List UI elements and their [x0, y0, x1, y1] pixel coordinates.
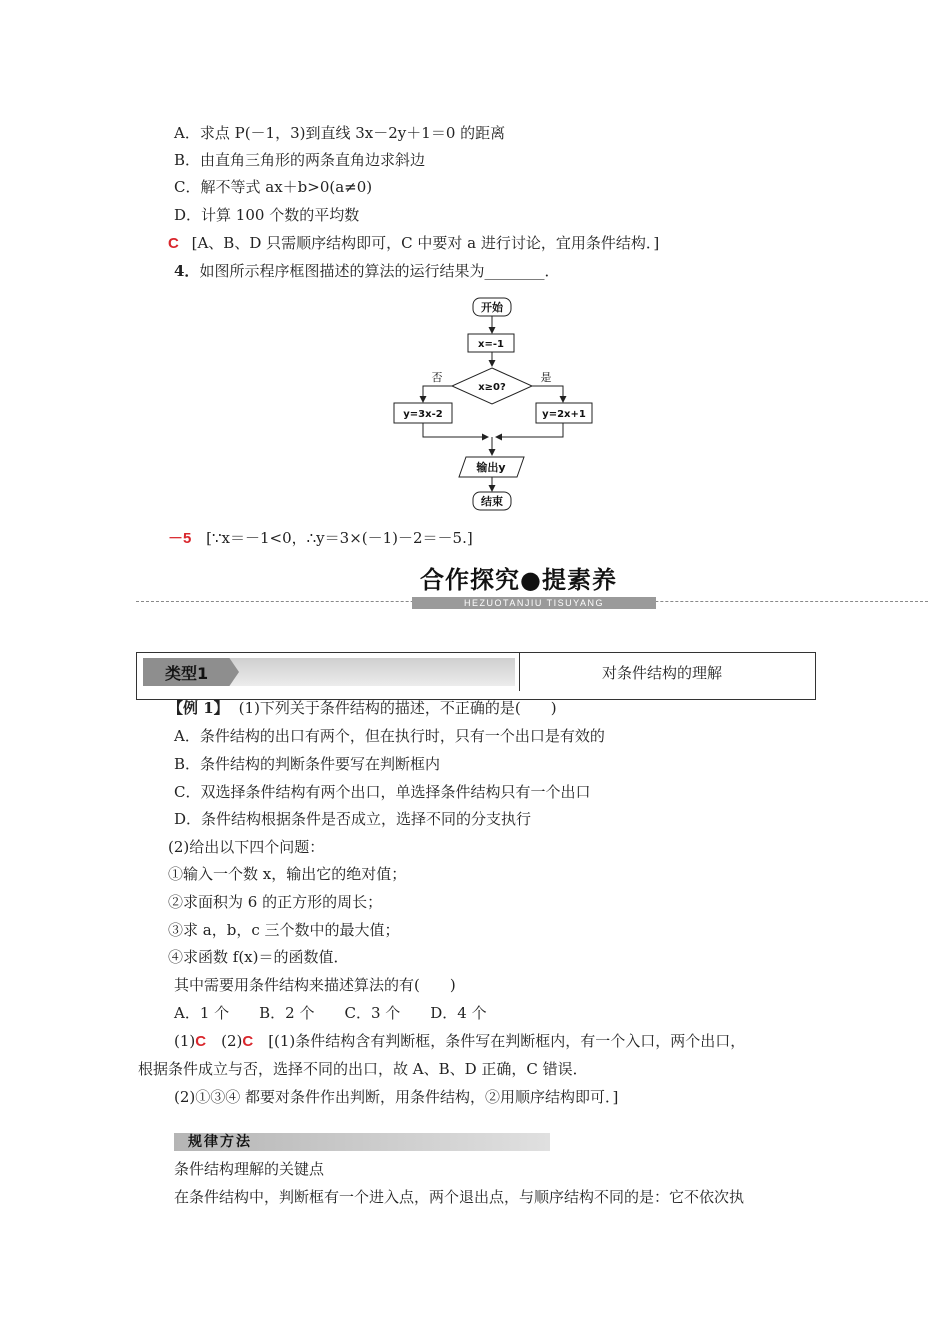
- flow-end-text: 结束: [481, 495, 503, 508]
- example1-label: 【例 1】: [168, 699, 229, 717]
- section-banner-subtitle: HEZUOTANJIU TISUYANG: [412, 597, 656, 609]
- example1-answer-prefix2: (2): [206, 1032, 243, 1050]
- example1-answer-line3: (2)①③④ 都要对条件作出判断，用条件结构，②用顺序结构即可．]: [174, 1088, 619, 1106]
- example1-q1-text: (1)下列关于条件结构的描述，不正确的是( ): [238, 699, 557, 717]
- flow-yes-label: 是: [540, 371, 552, 384]
- q3-option-a: A．求点 P(－1，3)到直线 3x－2y＋1＝0 的距离: [174, 124, 506, 142]
- q4-answer-explanation: [∵x＝－1<0，∴y＝3×(－1)－2＝－5.]: [206, 529, 473, 547]
- example1-q2-item-3: ③求 a，b，c 三个数中的最大值；: [168, 921, 400, 939]
- example1-q2-prompt: 其中需要用条件结构来描述算法的有( ): [174, 976, 456, 994]
- type-divider: [519, 653, 520, 691]
- q3-option-c: C．解不等式 ax＋b>0(a≠0): [174, 178, 373, 196]
- example1-q2-item-2: ②求面积为 6 的正方形的周长；: [168, 893, 383, 911]
- example1-q2-item-1: ①输入一个数 x，输出它的绝对值；: [168, 865, 407, 883]
- q4-answer: [168, 528, 473, 549]
- type-tag-label: 类型1: [165, 664, 209, 683]
- type-section-box: [136, 652, 816, 700]
- q3-option-d: D．计算 100 个数的平均数: [174, 206, 360, 224]
- example1-answer-text1: [(1)条件结构含有判断框，条件写在判断框内，有一个入口，两个出口，: [253, 1032, 746, 1050]
- flow-assign-text: x=-1: [478, 339, 504, 350]
- example1-answer-prefix1: (1): [174, 1032, 196, 1050]
- q3-answer-letter: C: [168, 235, 179, 252]
- q4-answer-value: －5: [168, 530, 192, 547]
- q4-number: 4．: [174, 262, 200, 280]
- q4-question: [174, 261, 559, 281]
- flow-no-label: 否: [431, 371, 443, 384]
- flow-output-text: 输出y: [476, 461, 506, 474]
- flow-start-text: 开始: [481, 301, 503, 314]
- example1-q1-option-d: D．条件结构根据条件是否成立，选择不同的分支执行: [174, 810, 532, 828]
- q4-text: 如图所示程序框图描述的算法的运行结果为________．: [199, 262, 560, 280]
- example1-q1-option-a: A．条件结构的出口有两个，但在执行时，只有一个出口是有效的: [174, 727, 605, 745]
- q3-option-b: B．由直角三角形的两条直角边求斜边: [174, 151, 426, 169]
- flow-yes-branch-text: y=2x+1: [542, 409, 586, 420]
- example1-answer-letter2: C: [242, 1033, 254, 1050]
- section-banner-title: 合作探究●提素养: [420, 566, 617, 594]
- flow-no-branch-text: y=3x-2: [403, 409, 443, 420]
- example1-question2: (2)给出以下四个问题：: [168, 838, 325, 856]
- method-heading: 条件结构理解的关键点: [174, 1160, 325, 1178]
- example1-question1: [168, 698, 557, 718]
- example1-answer-line1: [174, 1031, 745, 1052]
- example1-q2-item-4: ④求函数 f(x)＝的函数值．: [168, 948, 349, 966]
- example1-answer-line2: 根据条件成立与否，选择不同的出口，故 A、B、D 正确，C 错误．: [138, 1060, 588, 1078]
- example1-q1-option-b: B．条件结构的判断条件要写在判断框内: [174, 755, 441, 773]
- method-text: 在条件结构中，判断框有一个进入点，两个退出点，与顺序结构不同的是：它不依次执: [174, 1188, 745, 1206]
- type-tag-bar: [143, 658, 515, 686]
- q3-answer-explanation: [A、B、D 只需顺序结构即可，C 中要对 a 进行讨论，宜用条件结构．]: [191, 234, 660, 252]
- type-section-title: 对条件结构的理解: [602, 664, 723, 682]
- q3-answer: [168, 233, 659, 254]
- example1-q2-options: A．1 个 B．2 个 C．3 个 D．4 个: [174, 1004, 487, 1022]
- method-tag-label: 规律方法: [188, 1134, 252, 1150]
- flow-condition-text: x≥0?: [478, 382, 506, 393]
- method-tag-bar: [174, 1133, 550, 1151]
- example1-q1-option-c: C．双选择条件结构有两个出口，单选择条件结构只有一个出口: [174, 783, 591, 801]
- example1-answer-letter1: C: [195, 1033, 207, 1050]
- flowchart: [380, 290, 620, 520]
